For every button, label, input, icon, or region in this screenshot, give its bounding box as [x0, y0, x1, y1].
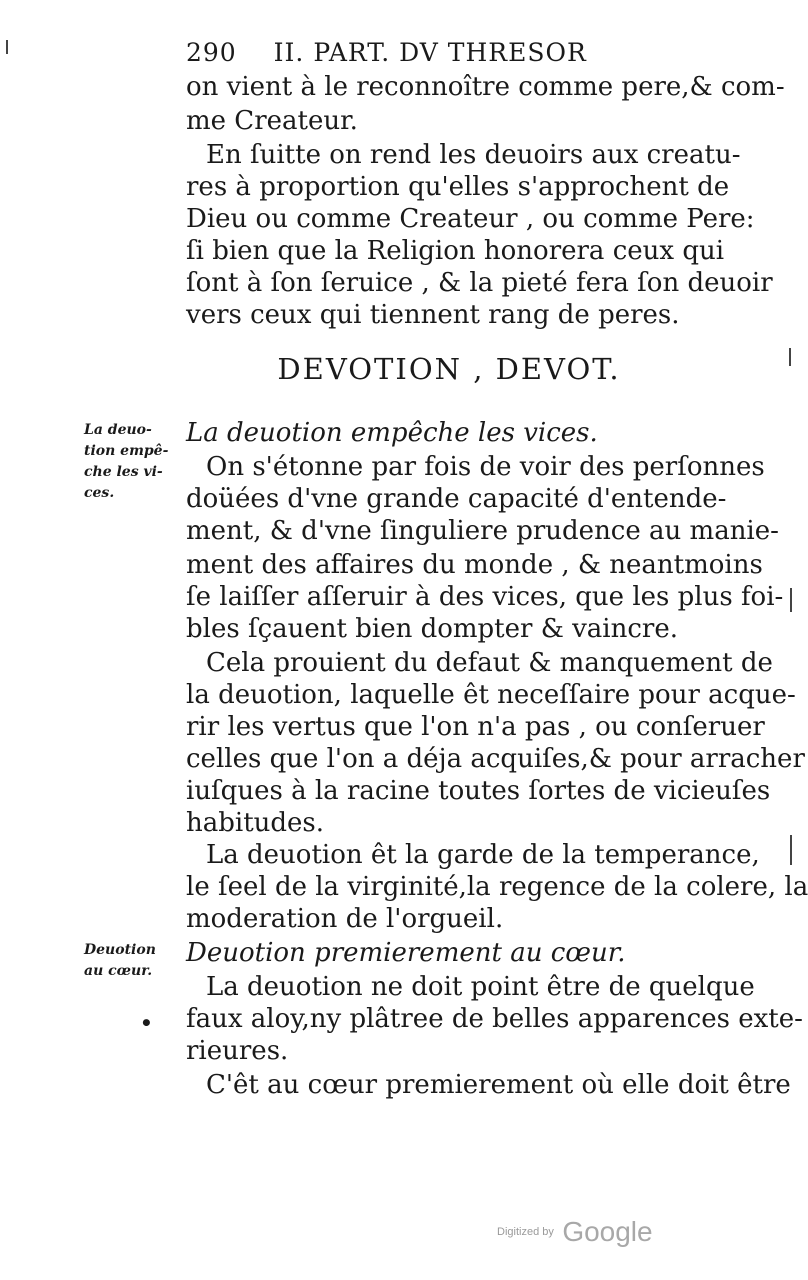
watermark-prefix: Digitized by	[497, 1226, 554, 1238]
text-line: vers ceux qui tiennent rang de peres.	[186, 300, 680, 330]
page-number: 290	[186, 38, 237, 67]
text-line: faux aloy,ny plâtree de belles apparences exte-	[186, 1004, 803, 1034]
text-line: Dieu ou comme Createur , ou comme Pere:	[186, 204, 755, 234]
digitized-watermark	[497, 1216, 653, 1248]
text-line: doüées d'vne grande capacité d'entende-	[186, 484, 727, 514]
text-line: La deuotion ne doit point être de quelque	[206, 972, 755, 1002]
text-line: habitudes.	[186, 808, 325, 838]
text-line: ſe laiſſer aſſeruir à des vices, que les plus foi-	[186, 582, 784, 612]
text-line: rieures.	[186, 1036, 289, 1066]
text-line: ment, & d'vne ſinguliere prudence au manie-	[186, 516, 779, 546]
ink-dot: •	[140, 1011, 153, 1035]
scan-mark	[789, 348, 791, 366]
running-header	[186, 38, 712, 67]
scan-mark	[790, 588, 792, 612]
text-line: le ſeel de la virginité,la regence de la colere, la	[186, 872, 808, 902]
text-line: bles ſçauent bien dompter & vaincre.	[186, 614, 679, 644]
text-line: celles que l'on a déja acquiſes,& pour arracher	[186, 744, 805, 774]
text-line: C'êt au cœur premierement où elle doit être	[206, 1070, 791, 1100]
text-line: me Createur.	[186, 106, 358, 136]
text-line: La deuotion êt la garde de la temperance,	[206, 840, 760, 870]
text-line: la deuotion, laquelle êt neceſſaire pour acque-	[186, 680, 796, 710]
margin-note: La deuo- tion empê- che les vi- ces.	[84, 422, 169, 501]
text-line: rir les vertus que l'on n'a pas , ou conſeruer	[186, 712, 765, 742]
section-heading: DEVOTION , DEVOT.	[277, 352, 621, 386]
text-line: ment des affaires du monde , & neantmoins	[186, 550, 763, 580]
margin-note: Deuotion au cœur.	[84, 942, 156, 979]
subheading: La deuotion empêche les vices.	[186, 418, 598, 448]
text-line: ſont à ſon ſeruice , & la pieté fera ſon deuoir	[186, 268, 773, 298]
google-logo: Google	[562, 1216, 653, 1247]
text-line: iuſques à la racine toutes ſortes de vicieuſes	[186, 776, 771, 806]
text-line: res à proportion qu'elles s'approchent de	[186, 172, 730, 202]
text-line: On s'étonne par fois de voir des perſonnes	[206, 452, 765, 482]
text-line: moderation de l'orgueil.	[186, 904, 504, 934]
text-line: En ſuitte on rend les deuoirs aux creatu-	[206, 140, 741, 170]
scan-mark	[790, 835, 792, 865]
text-line: Cela prouient du defaut & manquement de	[206, 648, 773, 678]
scan-mark	[6, 40, 8, 54]
text-line: ſi bien que la Religion honorera ceux qui	[186, 236, 725, 266]
running-title: II. PART. DV THRESOR	[273, 38, 587, 67]
text-line: on vient à le reconnoître comme pere,& com-	[186, 72, 785, 102]
subheading: Deuotion premierement au cœur.	[186, 938, 626, 968]
